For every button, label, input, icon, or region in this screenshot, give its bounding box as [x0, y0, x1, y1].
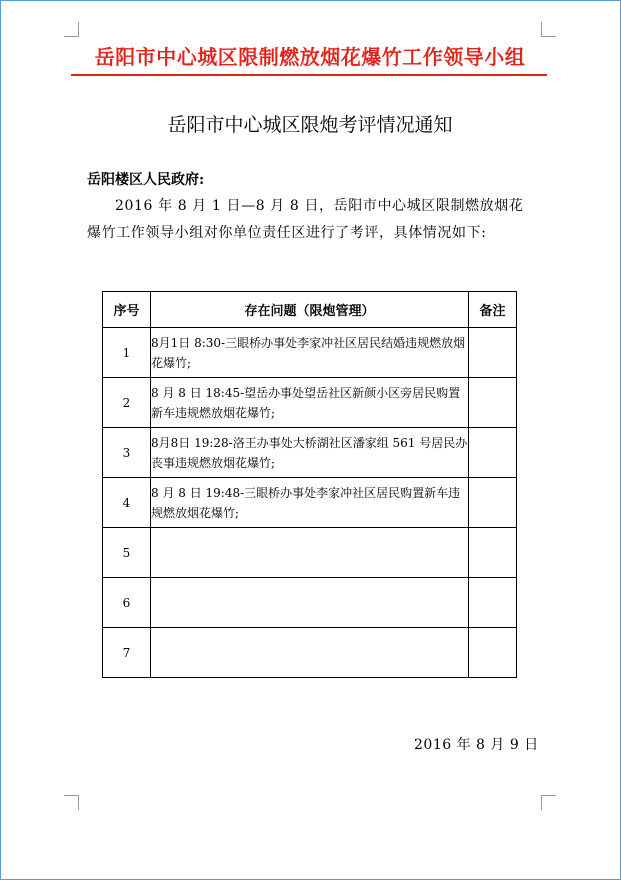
corner-mark-top-left	[64, 22, 79, 37]
row-issue	[151, 528, 469, 578]
row-note	[469, 378, 517, 428]
body-paragraph: 2016 年 8 月 1 日—8 月 8 日，岳阳市中心城区限制燃放烟花爆竹工作领导小组对你单位责任区进行了考评，具体情况如下:	[87, 198, 524, 241]
row-issue: 8 月 8 日 18:45-望岳办事处望岳社区新颜小区旁居民购置新车违规燃放烟花爆竹;	[151, 378, 469, 428]
row-issue	[151, 628, 469, 678]
document-title: 岳阳市中心城区限炮考评情况通知	[167, 114, 453, 136]
issues-table	[102, 291, 517, 678]
corner-mark-bottom-left	[64, 795, 79, 810]
row-number: 1	[103, 328, 151, 378]
row-note	[469, 578, 517, 628]
corner-mark-bottom-right	[541, 795, 556, 810]
row-issue: 8月1日 8:30-三眼桥办事处李家冲社区居民结婚违规燃放烟花爆竹;	[151, 328, 469, 378]
org-header: 岳阳市中心城区限制燃放烟花爆竹工作领导小组	[94, 45, 526, 69]
column-header-issue: 存在问题（限炮管理）	[151, 292, 469, 328]
row-number: 5	[103, 528, 151, 578]
row-number: 6	[103, 578, 151, 628]
row-note	[469, 478, 517, 528]
row-note	[469, 428, 517, 478]
table-row	[103, 578, 517, 628]
table-row	[103, 378, 517, 428]
table-row	[103, 478, 517, 528]
row-number: 3	[103, 428, 151, 478]
table-row	[103, 328, 517, 378]
table-row	[103, 528, 517, 578]
row-issue: 8 月 8 日 19:48-三眼桥办事处李家冲社区居民购置新车违规燃放烟花爆竹;	[151, 478, 469, 528]
row-number: 2	[103, 378, 151, 428]
table-header-row	[103, 292, 517, 328]
row-issue: 8月8日 19:28-洛王办事处大桥湖社区潘家组 561 号居民办丧事违规燃放烟花爆竹;	[151, 428, 469, 478]
row-number: 4	[103, 478, 151, 528]
row-issue	[151, 578, 469, 628]
row-number: 7	[103, 628, 151, 678]
row-note	[469, 628, 517, 678]
row-note	[469, 528, 517, 578]
addressee: 岳阳楼区人民政府:	[87, 172, 205, 188]
red-header-rule	[71, 74, 547, 76]
column-header-num: 序号	[103, 292, 151, 328]
corner-mark-top-right	[541, 22, 556, 37]
row-note	[469, 328, 517, 378]
table-row	[103, 628, 517, 678]
table-row	[103, 428, 517, 478]
issue-date: 2016 年 8 月 9 日	[414, 737, 539, 753]
column-header-note: 备注	[469, 292, 517, 328]
